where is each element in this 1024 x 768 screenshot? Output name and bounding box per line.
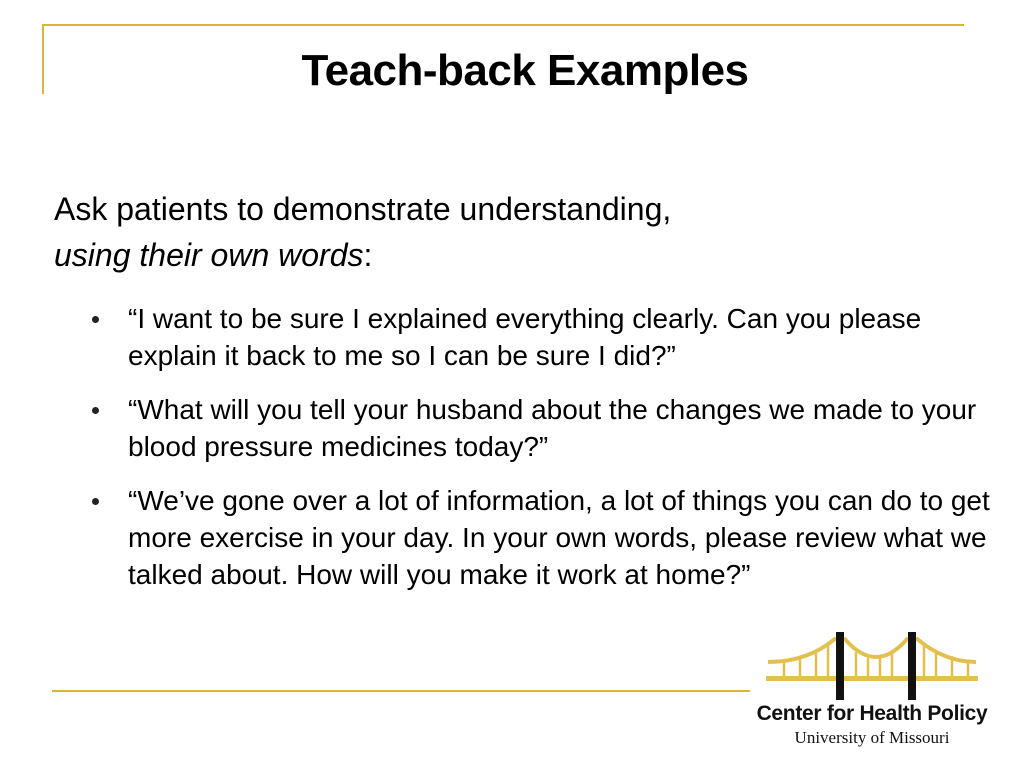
intro-line-1: Ask patients to demonstrate understanding, (54, 191, 672, 227)
intro-line-2 (54, 232, 954, 278)
slide-title: Teach-back Examples (301, 46, 749, 95)
intro-italic-phrase: using their own words (54, 237, 364, 273)
intro-text (54, 186, 954, 278)
logo-subtitle: University of Missouri (794, 728, 950, 747)
example-item (90, 391, 990, 465)
example-item (90, 482, 990, 593)
bullet-dot-icon (92, 407, 99, 414)
center-for-health-policy-logo (750, 632, 994, 750)
top-rule (42, 24, 964, 26)
example-text: “I want to be sure I explained everything clearly. Can you please explain it back to me so I can be sure I did?” (128, 303, 922, 371)
bullet-dot-icon (92, 316, 99, 323)
logo-name: Center for Health Policy (756, 702, 988, 725)
example-text: “What will you tell your husband about the changes we made to your blood pressure medicines today?” (128, 394, 977, 462)
bullet-dot-icon (92, 498, 99, 505)
example-item (90, 300, 990, 374)
example-list (90, 300, 990, 610)
bridge-icon (764, 632, 980, 702)
example-text: “We’ve gone over a lot of information, a lot of things you can do to get more exercise in your day. In your own words, please review what we talked about. How will you make it work at home?” (128, 485, 990, 590)
bottom-rule (52, 690, 752, 692)
intro-colon: : (363, 237, 373, 273)
